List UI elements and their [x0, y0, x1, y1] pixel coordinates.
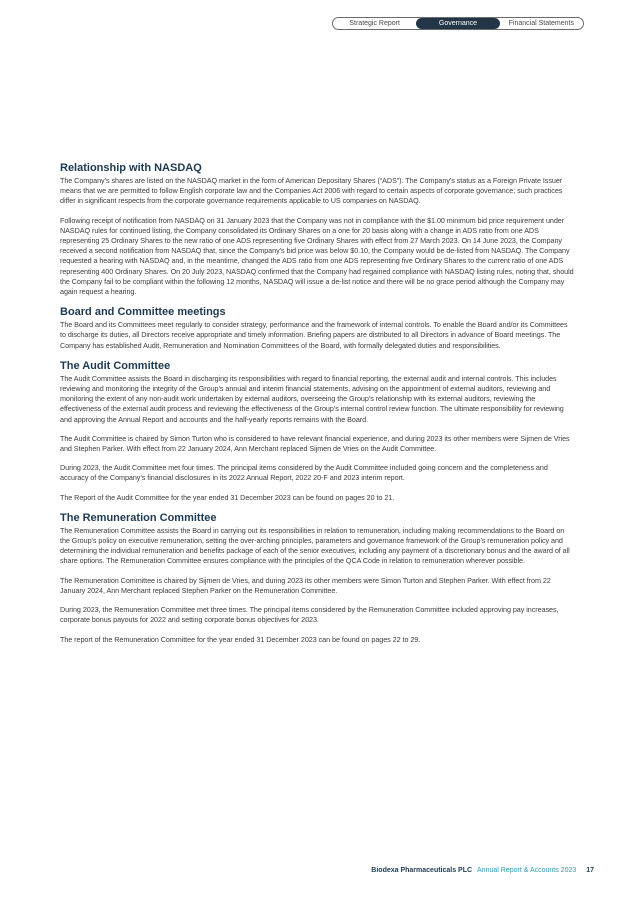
section-heading: Relationship with NASDAQ: [60, 162, 202, 174]
page-footer: [371, 867, 594, 874]
section-nav: [332, 17, 584, 30]
paragraph: The Audit Committee assists the Board in discharging its responsibilities with regard to financial reporting, the external audit and internal controls. This includes reviewing and monitoring the integrity of the Group’s annual and interim financial statements, advising on the appointment of external auditors, reviewing and monitoring the extent of any non-audit work undertaken by external auditors, overseeing the Group’s relationship with its external auditors, reviewing the effectiveness of the external audit process and reviewing the effectiveness of the Group’s internal control review function. The ultimate responsibility for reviewing and approving the Annual Report and accounts and the half-yearly reports remains with the Board.: [60, 373, 564, 424]
main-content: [60, 162, 574, 654]
tab-financial-statements[interactable]: Financial Statements: [508, 20, 574, 27]
tab-governance[interactable]: Governance: [416, 18, 499, 29]
paragraph: The Audit Committee is chaired by Simon Turton who is considered to have relevant financial experience, and during 2023 its other members were Sijmen de Vries and Stephen Parker. With effect from 22 January 2024, Ann Merchant replaced Sijmen de Vries on the Audit Committee.: [60, 433, 570, 454]
page-number: 17: [586, 867, 594, 874]
paragraph: During 2023, the Remuneration Committee met three times. The principal items considered by the Remuneration Committee included approving pay increases, corporate bonus payouts for 2022 and setting corporate bonus objectives for 2023.: [60, 605, 559, 625]
footer-report-title: Annual Report & Accounts 2023: [477, 867, 577, 874]
paragraph: Following receipt of notification from NASDAQ on 31 January 2023 that the Company was not in compliance with the $1.00 minimum bid price requirement under NASDAQ rules for continued listing, the Company consolidated its Ordinary Shares on a one for 20 basis along with a change in ADS ratio from one ADS representing 25 Ordinary Shares to the new ratio of one ADS representing five Ordinary Shares with effect from 27 March 2023. On 14 June 2023, the Company received a second notification from NASDAQ that, since the Company’s bid price was below $0.10, the Company would be de-listed from NASDAQ. The Company requested a hearing with NASDAQ and, in the meantime, changed the ADS ratio from one ADS representing five Ordinary Shares to the current ratio of one ADS representing 400 Ordinary Shares. On 20 July 2023, NASDAQ confirmed that the Company had regained compliance with NASDAQ listing rules, noting that, should the Company fail to be compliant within the following 12 months, NASDAQ will issue a de-list notice and there will be no grace period although the Company may again request a hearing.: [60, 215, 574, 297]
paragraph: The Remuneration Committee is chaired by Sijmen de Vries, and during 2023 its other members were Simon Turton and Stephen Parker. With effect from 22 January 2024, Ann Merchant replaced Stephen Parker on the Remuneration Committee.: [60, 575, 551, 595]
section-audit-committee: [60, 360, 574, 503]
tab-strategic-report[interactable]: Strategic Report: [349, 20, 400, 27]
paragraph: The Company’s shares are listed on the NASDAQ market in the form of American Depositary Shares (“ADS”). The Company’s status as a Foreign Private Issuer means that we are permitted to follow English corporate law and the Companies Act 2006 with regard to certain aspects of corporate governance; such practices differ in significant respects from the corporate governance requirements applicable to US companies on NASDAQ.: [60, 176, 563, 206]
section-heading: Board and Committee meetings: [60, 306, 226, 319]
section-board-meetings: [60, 306, 574, 351]
section-heading: The Remuneration Committee: [60, 511, 217, 524]
section-nasdaq: [60, 162, 574, 297]
paragraph: The Board and its Committees meet regularly to consider strategy, performance and the framework of internal controls. To enable the Board and/or its Committees to discharge its duties, all Directors receive appropriate and timely information. Briefing papers are distributed to all Directors in advance of Board meetings. The Company has established Audit, Remuneration and Nomination Committees of the Board, with formally delegated duties and responsibilities.: [60, 320, 568, 350]
section-remuneration-committee: [60, 512, 574, 645]
footer-company: Biodexa Pharmaceuticals PLC: [371, 867, 473, 874]
section-heading: The Audit Committee: [60, 359, 171, 372]
paragraph: During 2023, the Audit Committee met four times. The principal items considered by the Audit Committee included going concern and the completeness and accuracy of the Company’s financial disclosures in its 2022 Annual Report, 2022 20-F and 2023 interim report.: [60, 463, 548, 483]
paragraph: The Report of the Audit Committee for the year ended 31 December 2023 can be found on pages 20 to 21.: [60, 492, 395, 502]
paragraph: The Remuneration Committee assists the Board in carrying out its responsibilities in relation to remuneration, including making recommendations to the Board on the Group’s policy on executive remuneration, setting the over-arching principles, parameters and governance framework of the Group’s remuneration policy and determining the individual remuneration and benefits package of each of the senior executives, including any payment of a discretionary bonus and the award of all share options. The Remuneration Committee ensures compliance with the principles of the QCA Code in relation to remuneration wherever possible.: [60, 525, 570, 566]
paragraph: The report of the Remuneration Committee for the year ended 31 December 2023 can be found on pages 22 to 29.: [60, 634, 421, 644]
